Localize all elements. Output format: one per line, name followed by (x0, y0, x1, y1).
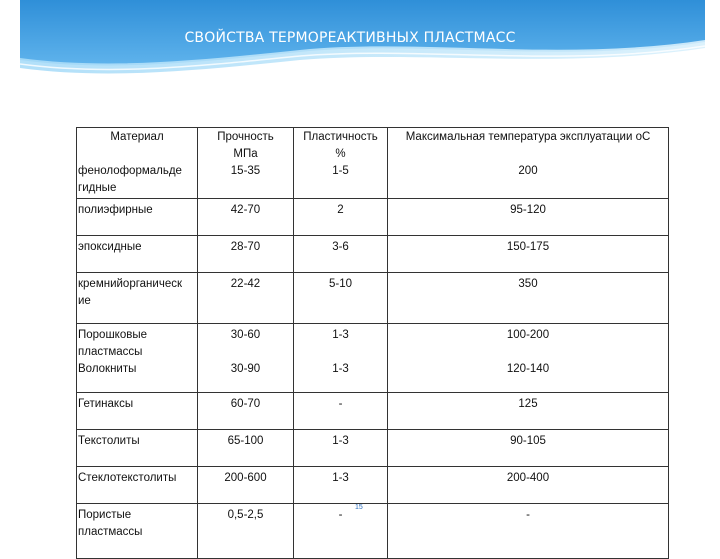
header-cell-plasticity (294, 128, 388, 199)
cell-material: эпоксидные (77, 236, 198, 273)
table-row (77, 324, 669, 393)
table-row (77, 199, 669, 236)
cell-strength: 22-42 (198, 273, 294, 324)
header-cell-material (77, 128, 198, 199)
cell-strength: 42-70 (198, 199, 294, 236)
cell-plasticity (294, 324, 388, 393)
cell-material: Стеклотекстолиты (77, 467, 198, 504)
cell-plasticity: - (294, 504, 388, 559)
cell-max-temp-text: 100-200 (506, 329, 550, 341)
cell-plasticity: 3-6 (294, 236, 388, 273)
cell-strength: 65-100 (198, 430, 294, 467)
header-max-temp-label: Максимальная температура эксплуатации оС (405, 131, 651, 143)
cell-max-temp-text: 120-140 (506, 363, 550, 375)
cell-material: Текстолиты (77, 430, 198, 467)
header-strength-unit: МПа (233, 148, 258, 160)
cell-max-temp: 200 (518, 165, 538, 177)
cell-max-temp: 150-175 (388, 236, 669, 273)
cell-strength: 200-600 (198, 467, 294, 504)
cell-strength (198, 324, 294, 393)
cell-strength: 60-70 (198, 393, 294, 430)
table-header-row (77, 128, 669, 199)
cell-plasticity-text: 1-3 (332, 363, 349, 375)
table-row (77, 504, 669, 559)
title-banner (0, 0, 720, 80)
cell-material: кремнийорганическ ие (77, 273, 198, 324)
cell-max-temp: 350 (388, 273, 669, 324)
cell-plasticity: 1-3 (294, 467, 388, 504)
cell-plasticity: - (294, 393, 388, 430)
cell-max-temp (388, 324, 669, 393)
cell-material: Пористые пластмассы (77, 504, 198, 559)
cell-max-temp: 95-120 (388, 199, 669, 236)
cell-material-text: Волокниты (78, 363, 137, 375)
header-plasticity-unit: % (335, 148, 346, 160)
header-cell-strength (198, 128, 294, 199)
cell-plasticity: 1-5 (332, 165, 349, 177)
cell-plasticity: 2 (294, 199, 388, 236)
cell-plasticity: 5-10 (294, 273, 388, 324)
cell-strength: 15-35 (230, 165, 261, 177)
header-plasticity-label: Пластичность (303, 131, 378, 143)
cell-material: полиэфирные (77, 199, 198, 236)
cell-max-temp: - (388, 504, 669, 559)
cell-max-temp: 90-105 (388, 430, 669, 467)
cell-strength-text: 30-90 (230, 363, 261, 375)
cell-max-temp: 200-400 (388, 467, 669, 504)
plastics-properties-table (76, 127, 669, 559)
table-row (77, 273, 669, 324)
cell-strength-text: 30-60 (230, 329, 261, 341)
cell-material-text: Порошковые пластмассы (78, 329, 148, 358)
cell-material: Гетинаксы (77, 393, 198, 430)
header-cell-max-temp (388, 128, 669, 199)
cell-max-temp: 125 (388, 393, 669, 430)
table-row (77, 393, 669, 430)
cell-strength: 28-70 (198, 236, 294, 273)
slide-page-number: 15 (355, 504, 363, 511)
table-row (77, 467, 669, 504)
table-row (77, 236, 669, 273)
cell-material: фенолоформальде гидные (78, 165, 182, 194)
cell-plasticity: 1-3 (294, 430, 388, 467)
cell-strength: 0,5-2,5 (198, 504, 294, 559)
table-row (77, 430, 669, 467)
cell-plasticity-text: 1-3 (332, 329, 349, 341)
slide-title: СВОЙСТВА ТЕРМОРЕАКТИВНЫХ ПЛАСТМАСС (184, 30, 516, 46)
cell-material (77, 324, 198, 393)
header-strength-label: Прочность (217, 131, 274, 143)
header-material-label: Материал (110, 131, 164, 143)
